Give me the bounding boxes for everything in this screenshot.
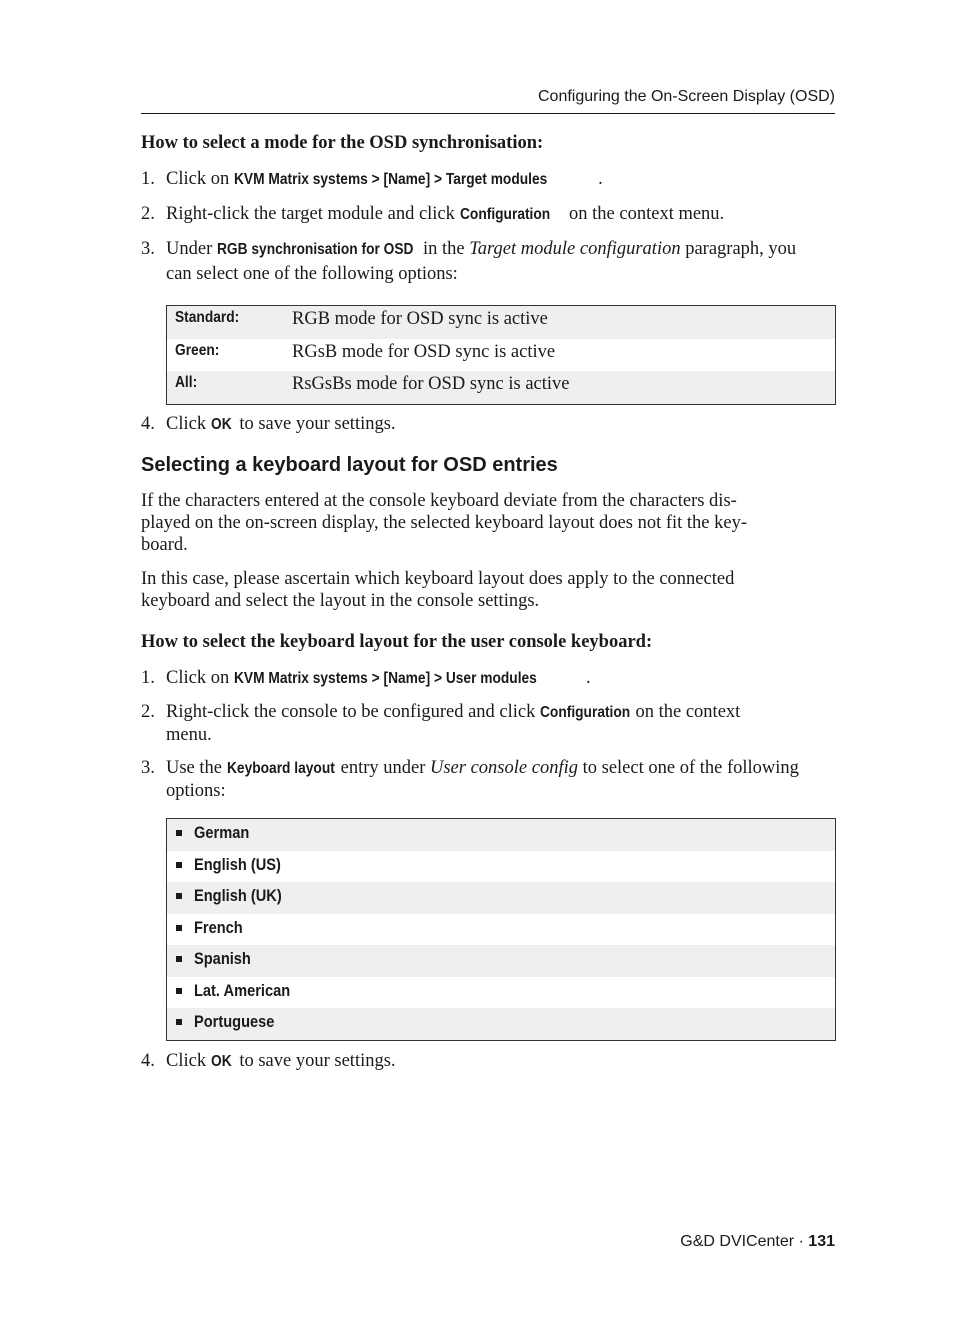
option-row: Standard: RGB mode for OSD sync is active <box>167 306 835 339</box>
step-4: 4. Click OK to save your settings. <box>141 1049 835 1074</box>
list-item: English (US) <box>167 851 835 883</box>
step-1: 1. Click on KVM Matrix systems > [Name] > User modules . <box>141 666 835 691</box>
bullet-icon <box>176 988 182 994</box>
ok-label: OK <box>210 416 232 433</box>
page-number: 131 <box>808 1233 835 1250</box>
bullet-icon <box>176 1019 182 1025</box>
step-2: 2. Right-click the console to be configured and click Configuration on the context menu. <box>141 702 741 745</box>
step-2: 2. Right-click the target module and click Configuration on the context menu. <box>141 202 835 227</box>
ok-label: OK <box>210 1053 232 1070</box>
menu-command: Configuration <box>540 704 631 721</box>
page-footer <box>500 1233 835 1251</box>
list-item: French <box>167 914 835 946</box>
list-item: Lat. American <box>167 977 835 1009</box>
bullet-icon <box>176 862 182 868</box>
option-row: Green: RGsB mode for OSD sync is active <box>175 341 556 362</box>
running-header: Configuring the On-Screen Display (OSD) <box>537 88 835 105</box>
step-4: 4. Click OK to save your settings. <box>141 412 835 437</box>
bullet-icon <box>176 893 182 899</box>
step-3: 3. Use the Keyboard layout entry under User console config to select one of the following options: <box>141 758 799 801</box>
section-title: Selecting a keyboard layout for OSD entries <box>141 454 558 476</box>
menu-path: KVM Matrix systems > [Name] > User modules <box>233 670 537 687</box>
setting-name: RGB synchronisation for OSD <box>216 241 414 258</box>
list-item: English (UK) <box>167 882 835 914</box>
list-item: Portuguese <box>167 1008 835 1040</box>
procedure-heading-osd-sync: How to select a mode for the OSD synchronisation: <box>141 133 544 153</box>
osd-sync-options-table <box>166 305 836 405</box>
list-item: Spanish <box>167 945 835 977</box>
header-rule <box>141 113 835 114</box>
keyboard-layout-list <box>166 818 836 1041</box>
paragraph-1: If the characters entered at the console keyboard deviate from the characters dis- played on the on-screen display, the selected keyboard layout does not fit the key- board. <box>141 491 748 555</box>
option-row: All: RsGsBs mode for OSD sync is active <box>167 371 835 404</box>
menu-command: Configuration <box>459 206 550 223</box>
product-name: G&D DVICenter · <box>680 1233 809 1250</box>
list-item: German <box>167 819 835 851</box>
step-3: 3. Under RGB synchronisation for OSD in the Target module configuration paragraph, you can select one of the following options: <box>141 239 797 284</box>
procedure-heading-keyboard: How to select the keyboard layout for the user console keyboard: <box>141 632 653 652</box>
bullet-icon <box>176 925 182 931</box>
step-1: 1. Click on KVM Matrix systems > [Name] > Target modules . <box>141 167 835 192</box>
bullet-icon <box>176 830 182 836</box>
paragraph-2: In this case, please ascertain which keyboard layout does apply to the connected keyboard and select the layout in the console settings. <box>141 569 735 611</box>
setting-name: Keyboard layout <box>226 760 335 777</box>
menu-path: KVM Matrix systems > [Name] > Target modules <box>233 171 548 188</box>
bullet-icon <box>176 956 182 962</box>
